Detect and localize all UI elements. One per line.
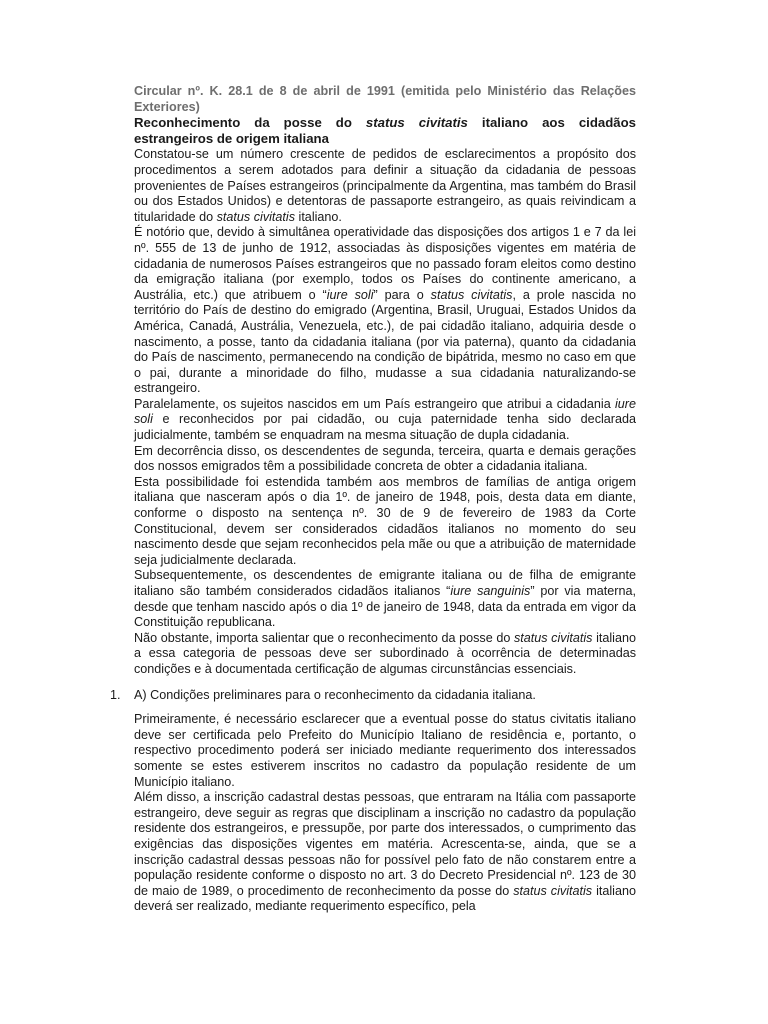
paragraph-7: Não obstante, importa salientar que o reconhecimento da posse do status civitatis italiano a essa categoria de pessoas deve ser subordinado à ocorrência de determinadas condições e à documentada certificação de algumas circunstâncias essenciais. (134, 630, 636, 676)
document-header: Circular nº. K. 28.1 de 8 de abril de 1991 (emitida pelo Ministério das Relações Exteriores) (134, 84, 636, 114)
section-paragraph-1: Primeiramente, é necessário esclarecer que a eventual posse do status civitatis italiano deve ser certificada pelo Prefeito do Município Italiano de residência e, portanto, o respectivo procedimento poderá ser iniciado mediante requerimento dos interessados somente se estes estiverem inscritos no cadastro da população residente de um Município italiano. (134, 712, 636, 789)
document-subtitle (134, 115, 636, 146)
list-number: 1. (110, 687, 121, 702)
paragraph-1: Constatou-se um número crescente de pedidos de esclarecimentos a propósito dos procedimentos a serem adotados para definir a situação da cidadania de pessoas provenientes de Países estrangeiros (principalmente da Argentina, mas também do Brasil ou dos Estados Unidos) e detentoras de passaporte estrangeiro, as quais reivindicam a titularidade do status civitatis italiano. (134, 147, 636, 224)
paragraph-3: Paralelamente, os sujeitos nascidos em um País estrangeiro que atribui a cidadania iure soli e reconhecidos por pai cidadão, ou cuja paternidade tenha sido declarada judicialmente, também se enquadram na mesma situação de dupla cidadania. (134, 396, 636, 443)
list-item-conditions (110, 687, 636, 704)
list-item-label: A) Condições preliminares para o reconhecimento da cidadania italiana. (134, 687, 536, 702)
section-paragraph-2: Além disso, a inscrição cadastral destas pessoas, que entraram na Itália com passaporte estrangeiro, deve seguir as regras que disciplinam a inscrição no cadastro da população residente dos estrangeiros, e pressupõe, por parte dos interessados, o cumprimento das exigências das disposições vigentes em matéria. Acrescenta-se, ainda, que se a inscrição cadastral dessas pessoas não for possível pelo fato de não constarem entre a população residente conforme o disposto no art. 3 do Decreto Presidencial nº. 123 de 30 de maio de 1989, o procedimento de reconhecimento da posse do status civitatis italiano deverá ser realizado, mediante requerimento específico, pela (134, 790, 636, 914)
document-page (110, 84, 636, 915)
paragraph-5: Esta possibilidade foi estendida também aos membros de famílias de antiga origem italiana que nasceram após o dia 1º. de janeiro de 1948, pois, desta data em diante, conforme o disposto na sentença nº. 30 de 9 de fevereiro de 1983 da Corte Constitucional, devem ser considerados cidadãos italianos no momento do seu nascimento desde que sejam reconhecidos pela mãe ou que a atribuição de maternidade seja judicialmente declarada. (134, 474, 636, 567)
paragraph-6: Subsequentemente, os descendentes de emigrante italiana ou de filha de emigrante italiano são também considerados cidadãos italianos “iure sanguinis” por via materna, desde que tenham nascido após o dia 1º de janeiro de 1948, data da entrada em vigor da Constituição republicana. (134, 568, 636, 630)
subtitle-italic: status civitatis (365, 115, 468, 131)
subtitle-part2: italiano aos cidadãos estrangeiros de origem italiana (134, 115, 636, 146)
paragraph-4: Em decorrência disso, os descendentes de segunda, terceira, quarta e demais gerações dos nossos emigrados têm a possibilidade concreta de obter a cidadania italiana. (134, 443, 636, 474)
subtitle-part1: Reconhecimento da posse do (134, 115, 366, 131)
paragraph-2: É notório que, devido à simultânea operatividade das disposições dos artigos 1 e 7 da lei nº. 555 de 13 de junho de 1912, associadas às disposições vigentes em matéria de cidadania de numerosos Países estrangeiros que no passado foram eleitos como destino da emigração italiana (por exemplo, todos os Países do continente americano, a Austrália, etc.) que atribuem o “iure soli” para o status civitatis, a prole nascida no território do País de destino do emigrado (Argentina, Brasil, Uruguai, Estados Unidos da América, Canadá, Austrália, Venezuela, etc.), de pai cidadão italiano, adquiria desde o nascimento, a posse, tanto da cidadania italiana (por via paterna), quanto da cidadania do País de nascimento, permanecendo na condição de bipátrida, mesmo no caso em que o pai, durante a minoridade do filho, mudasse a sua cidadania naturalizando-se estrangeiro. (134, 225, 636, 396)
